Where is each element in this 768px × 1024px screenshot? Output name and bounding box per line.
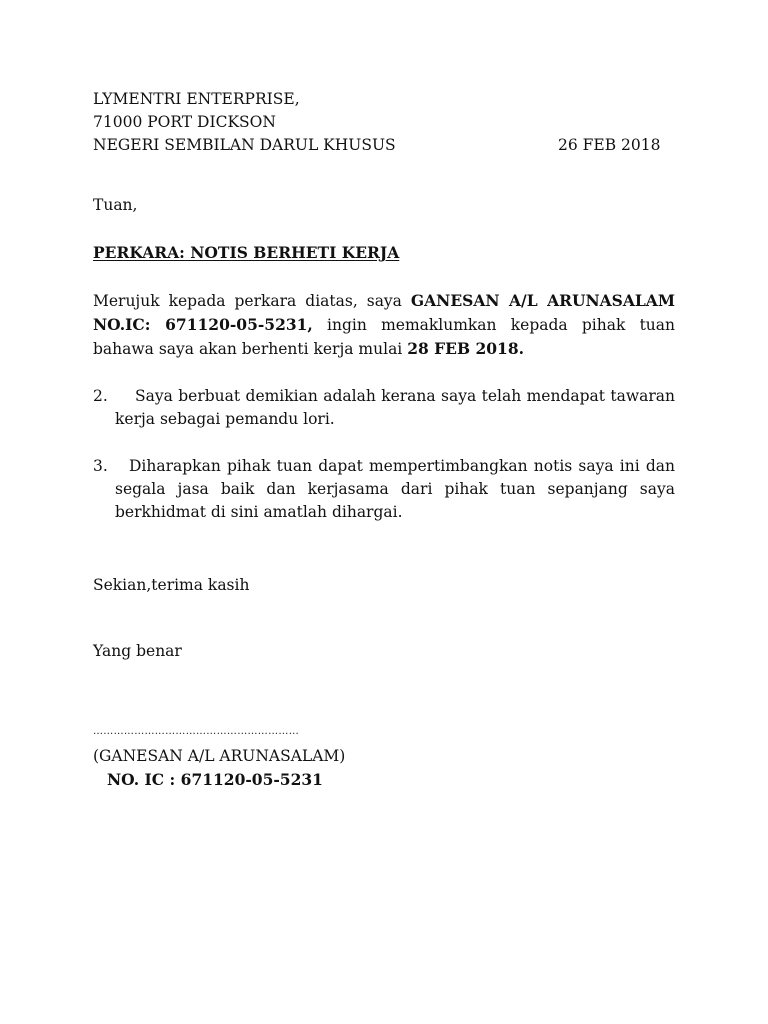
- resignation-date: 28 FEB 2018.: [407, 339, 525, 358]
- paragraph-3: [93, 455, 675, 524]
- complimentary-close: Yang benar: [93, 642, 182, 660]
- sender-address: [93, 88, 675, 157]
- paragraph-3-number: 3.: [93, 457, 108, 475]
- paragraph-1-body: ingin memaklumkan kepada pihak tuan bahawa saya akan berhenti kerja mulai: [93, 316, 676, 358]
- sender-company-name: LYMENTRI ENTERPRISE,: [93, 90, 300, 108]
- salutation: Tuan,: [93, 196, 138, 214]
- paragraph-1: [93, 289, 675, 361]
- letter-document: [93, 88, 675, 791]
- sender-postcode-city: 71000 PORT DICKSON: [93, 113, 276, 131]
- signatory-ic: NO. IC : 671120-05-5231: [107, 770, 323, 789]
- paragraph-1-intro: Merujuk kepada perkara diatas, saya: [93, 292, 411, 310]
- paragraph-2-number: 2.: [93, 387, 108, 405]
- paragraph-2-text: Saya berbuat demikian adalah kerana saya telah mendapat tawaran kerja sebagai pemandu lori.: [115, 387, 675, 428]
- employee-name-ic: GANESAN A/L ARUNASALAM NO.IC: 671120-05-5231,: [93, 291, 675, 334]
- subject-line: PERKARA: NOTIS BERHETI KERJA: [93, 243, 400, 262]
- signatory-name: (GANESAN A/L ARUNASALAM): [93, 747, 346, 765]
- paragraph-3-text: Diharapkan pihak tuan dapat mempertimbangkan notis saya ini dan segala jasa baik dan kerjasama dari pihak tuan sepanjang saya berkhidmat di sini amatlah dihargai.: [115, 457, 675, 521]
- closing-remark: Sekian,terima kasih: [93, 576, 250, 594]
- signature-line: ……………………………………………………: [93, 726, 299, 737]
- letter-date: 26 FEB 2018: [558, 136, 661, 154]
- paragraph-2: [93, 385, 675, 431]
- sender-state: NEGERI SEMBILAN DARUL KHUSUS: [93, 136, 396, 154]
